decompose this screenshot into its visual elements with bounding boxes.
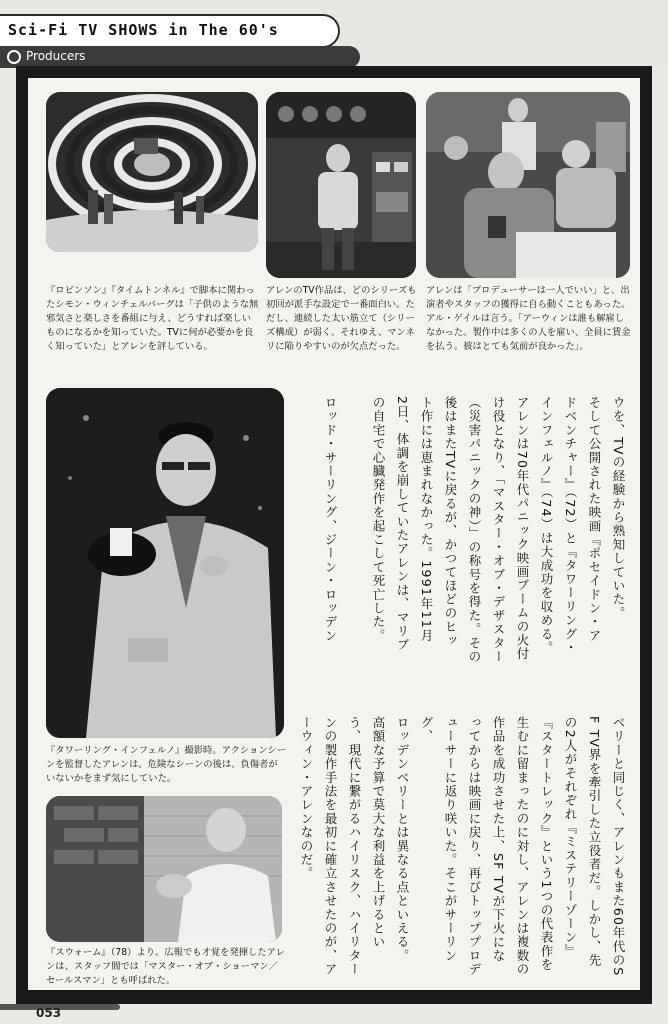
body-line: ってからは映画に戻り、再びトッププロデ: [467, 716, 482, 977]
circle-icon: [7, 50, 21, 64]
body-line: そして公開された映画『ポセイドン・ア: [587, 396, 602, 643]
body-line: ロッデンベリーとは異なる点といえる。: [395, 716, 410, 963]
body-line: ベリーと同じく、アレンもまた60年代のS: [611, 716, 626, 977]
caption-photo-2: アレンのTV作品は、どのシリーズも初回が派手な設定で一番面白い。ただし、連続した太い筋立て（シリーズ構成）が弱く、それゆえ、マンネリに陥りやすいのが欠点だった。: [266, 285, 417, 352]
magazine-title-box: [0, 16, 338, 46]
body-line: 『スタートレック』という1つの代表作を: [539, 716, 554, 972]
body-line: け役となり、「マスター・オブ・デザスター: [491, 396, 506, 664]
body-line: インフェルノ』（74）は大成功を収める。: [539, 396, 554, 655]
photo-swarm: [46, 796, 282, 942]
body-text-lower: [300, 716, 630, 988]
body-line: ンの製作手法を最初に確立させたのが、ア: [323, 716, 338, 977]
magazine-title: Sci-Fi TV SHOWS in The 60's: [8, 21, 279, 39]
body-line: 作品を成功させた上、SF TVが下火にな: [491, 716, 506, 963]
photo-time-tunnel: [46, 92, 258, 252]
body-line: ロッド・サーリング、ジーン・ロッデン: [323, 396, 338, 643]
body-line: アレンは70年代パニック映画ブームの火付: [515, 396, 530, 661]
body-line: ト作には恵まれなかった。1991年11月: [419, 396, 434, 643]
body-line: の2人がそれぞれ『ミステリーゾーン』: [563, 716, 578, 959]
photo-allen-on-set: [266, 92, 416, 278]
section-label: Producers: [26, 49, 86, 63]
body-line: ーウィン・アレンなのだ。: [299, 716, 314, 881]
photo-allen-fire-helmet: [46, 388, 284, 738]
body-line: 後はまたTVに戻るが、かつてほどのヒッ: [443, 396, 458, 648]
body-line: う、現代に繋がるハイリスク、ハイリター: [347, 716, 362, 977]
body-line: 2日、体調を崩していたアレンは、マリブ: [395, 396, 410, 652]
body-line: ドベンチャー』（72）と『タワーリング・: [563, 396, 578, 655]
section-bar: [0, 46, 360, 68]
body-line: 生むに留まったのに対し、アレンは複数の: [515, 716, 530, 977]
photo-meeting: [426, 92, 630, 278]
body-line: F TV界を牽引した立役者だ。しかし、先: [587, 716, 602, 968]
body-line: の自宅で心臓発作を起こして死亡した。: [371, 396, 386, 643]
body-line: （災害パニックの神）」の称号を得た。その: [467, 396, 482, 664]
body-text-upper: [300, 396, 630, 696]
caption-photo-3: アレンは「プロデューサーは一人でいい」と、出演者やスタッフの獲得に自ら動くこともあった。アル・ゲイルは言う。「アーウィンは誰も解雇しなかった。製作中は多くの人を雇い、全員に賃金を払う。彼はとても気前が良かった」。: [426, 285, 631, 352]
page-number: 053: [36, 1006, 62, 1020]
body-line: 高額な予算で莫大な利益を上げるとい: [371, 716, 386, 949]
body-line: ューサーに返り咲いた。そこがサーリング、: [419, 716, 458, 963]
body-line: ウを、TVの経験から熟知していた。: [611, 396, 626, 621]
caption-photo-4: 『タワーリング・インフェルノ』撮影時。アクションシーンを監督したアレンは、危険なシーンの後は、負傷者がいないかをまず気にしていた。: [46, 745, 286, 784]
caption-photo-5: 『スウォーム』（78）より。広報でも才覚を発揮したアレンは、スタッフ間では「マスター・オブ・ショーマン／セールスマン」とも呼ばれた。: [46, 947, 285, 986]
caption-photo-1: 『ロビンソン』『タイムトンネル』で脚本に関わったシモン・ウィンチェルバーグは「子供のような無邪気さと楽しさを番組に与え、どうすれば楽しいものになるかを知っていた。TVに何が必要かを良く知っていた」とアレンを評している。: [46, 285, 259, 352]
